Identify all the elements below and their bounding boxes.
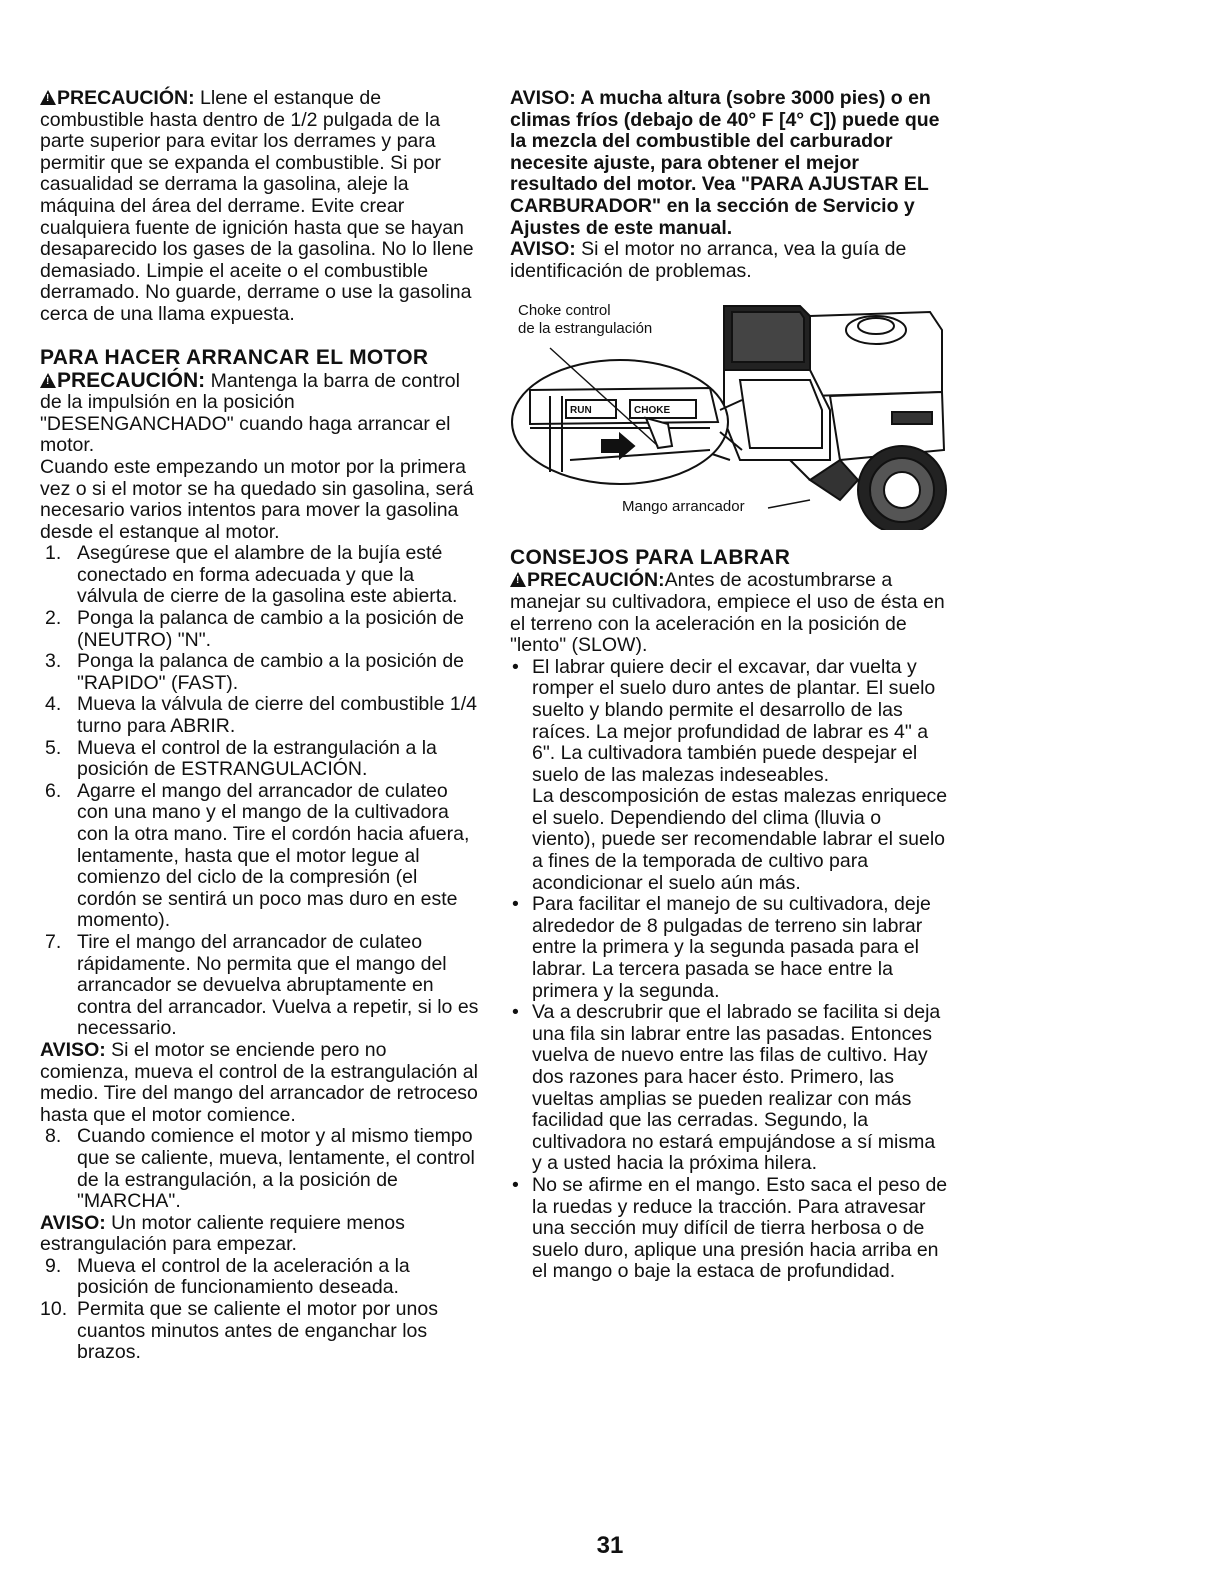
left-column xyxy=(40,88,480,1364)
step-item: 2. Ponga la palanca de cambio a la posición de (NEUTRO) "N". xyxy=(45,607,465,651)
caution-text: Mantenga la barra de control de la impulsión en la posición "DESENGANCHADO" cuando haga arrancar el motor. xyxy=(40,369,460,457)
tip-continuation: La descomposición de estas malezas enriquece el suelo. Dependiendo del clima (lluvia o viento), puede ser recomendable labrar el suelo a fines de la temporada de cultivo para acondicionar el suelo aún más. xyxy=(532,785,948,894)
note-text: Si el motor se enciende pero no comienza, mueva el control de la estrangulación al medio. Tire del mango del arrancador de retroceso hasta que el motor comience. xyxy=(40,1038,478,1126)
note-text: A mucha altura (sobre 3000 pies) o en climas fríos (debajo de 40° F [4° C]) puede que la mezcla del combustible del carburador necesite ajuste, para obtener el mejor resultado del motor. Vea "PARA AJUSTAR EL CARBURADOR" en la sección de Servicio y Ajustes de este manual. xyxy=(510,87,940,239)
engine-figure xyxy=(510,300,950,530)
fuel-caution xyxy=(40,88,480,326)
warning-icon xyxy=(40,90,56,105)
troubleshoot-note xyxy=(510,239,950,282)
step-item: 4. Mueva la válvula de cierre del combustible 1/4 turno para ABRIR. xyxy=(45,693,477,738)
steps-list-b xyxy=(40,1126,480,1212)
start-intro: Cuando este empezando un motor por la primera vez o si el motor se ha quedado sin gasolina, será necesario varios intentos para mover la gasolina desde el estanque al motor. xyxy=(40,455,474,543)
caution-label: PRECAUCIÓN: xyxy=(57,87,195,109)
step-item: 1. Asegúrese que el alambre de la bujía esté conectado en forma adecuada y que la válvula de cierre de la gasolina este abierta. xyxy=(45,542,458,608)
note-label: AVISO: xyxy=(510,87,576,109)
list-item: • No se afirme en el mango. Esto saca el peso de la ruedas y reduce la tracción. Para atravesar una sección muy difícil de tierra herbosa o de suelo duro, aplique una presión hacia arriba en el mango o baje la estaca de profundidad. xyxy=(510,1175,950,1283)
step-item: 6. Agarre el mango del arrancador de culateo con una mano y el mango de la cultivadora con la otra mano. Tire el cordón hacia afuera, lentamente, hasta que el motor legue al comienzo del ciclo de la compresión (el cordón se sentirá un poco mas duro en este momento). xyxy=(45,779,470,932)
list-item: • Para facilitar el manejo de su cultivadora, deje alrededor de 8 pulgadas de terreno sin labrar entre la primera y la segunda pasada para el labrar. La tercera pasada se hace entre la primera y la segunda. xyxy=(510,894,950,1002)
lever-choke-label: CHOKE xyxy=(634,405,671,417)
caution-label: PRECAUCIÓN: xyxy=(57,368,206,392)
step-item: 9. Mueva el control de la aceleración a la posición de funcionamiento deseada. xyxy=(45,1254,410,1299)
page-number: 31 xyxy=(596,1532,624,1559)
lever-run-label: RUN xyxy=(570,405,592,417)
step-item: 3. Ponga la palanca de cambio a la posición de "RAPIDO" (FAST). xyxy=(45,650,465,694)
start-caution xyxy=(40,370,480,457)
spacer xyxy=(40,326,480,346)
step-item: 8. Cuando comience el motor y al mismo tiempo que se caliente, mueva, lentamente, el control de la estrangulación, a la posición de "MARCHA". xyxy=(45,1125,475,1213)
steps-list-a xyxy=(40,543,480,1040)
note-half-choke xyxy=(40,1040,480,1126)
tips-list xyxy=(510,657,950,1283)
list-item: • El labrar quiere decir el excavar, dar vuelta y romper el suelo duro antes de plantar. El suelo suelto y blando permite el desarrollo de las raíces. La mejor profundidad de labrar es 4" a 6". La cultivadora también puede despejar el suelo de las malezas indeseables. La descomposición de estas malezas enriquece el suelo. Dependiendo del clima (lluvia o viento), puede ser recomendable labrar el suelo a fines de la temporada de cultivo para acondicionar el suelo aún más. xyxy=(510,657,950,895)
note-label: AVISO: xyxy=(40,1038,106,1061)
warning-icon xyxy=(510,572,526,587)
note-text: Un motor caliente requiere menos estrangulación para empezar. xyxy=(40,1211,405,1256)
starter-handle-label: Mango arrancador xyxy=(622,498,745,516)
steps-list-c xyxy=(40,1256,480,1364)
right-column xyxy=(510,88,950,1283)
warning-icon xyxy=(40,373,56,388)
caution-text: Antes de acostumbrarse a manejar su cultivadora, empiece el uso de ésta en el terreno con la aceleración en la posición de "lento" (SLOW). xyxy=(510,569,945,657)
section-heading-tilling-tips: CONSEJOS PARA LABRAR xyxy=(510,546,791,570)
note-warm-engine xyxy=(40,1213,480,1256)
list-item: • Va a descrubrir que el labrado se facilita si deja una fila sin labrar entre las pasadas. Entonces vuelva de nuevo entre las filas de cultivo. Hay dos razones para hacer ésto. Primero, las vueltas amplias se pueden realizar con más facilidad que las cerradas. Segundo, la cultivadora no estará empujándose a sí misma y a usted hacia la próxima hilera. xyxy=(510,1002,950,1175)
note-label: AVISO: xyxy=(510,238,576,261)
tilling-caution xyxy=(510,570,950,656)
note-text: Si el motor no arranca, vea la guía de identificación de problemas. xyxy=(510,238,907,282)
step-item: 10. Permita que se caliente el motor por unos cuantos minutos antes de enganchar los brazos. xyxy=(40,1298,438,1364)
section-heading-start-engine: PARA HACER ARRANCAR EL MOTOR xyxy=(40,345,429,369)
step-item: 5. Mueva el control de la estrangulación a la posición de ESTRANGULACIÓN. xyxy=(45,736,437,781)
caution-text: Llene el estanque de combustible hasta dentro de 1/2 pulgada de la parte superior para evitar los derrames y para permitir que se expanda el combustible. Si por casualidad se derrama la gasolina, aleje la máquina del área del derrame. Evite crear cualquiera fuente de ignición hasta que se hayan desaparecido los gases de la gasolina. No lo llene demasiado. Limpie el aceite o el combustible derramado. No guarde, derrame o use la gasolina cerca de una llama expuesta. xyxy=(40,87,474,325)
caution-label: PRECAUCIÓN: xyxy=(527,569,665,592)
note-label: AVISO: xyxy=(40,1211,106,1234)
altitude-note xyxy=(510,88,950,239)
choke-control-label: Choke control de la estrangulación xyxy=(518,302,653,338)
step-item: 7. Tire el mango del arrancador de culateo rápidamente. No permita que el mango del arrancador se devuelva abruptamente en contra del arrancador. Vuelva a repetir, si lo es necessario. xyxy=(45,930,479,1040)
